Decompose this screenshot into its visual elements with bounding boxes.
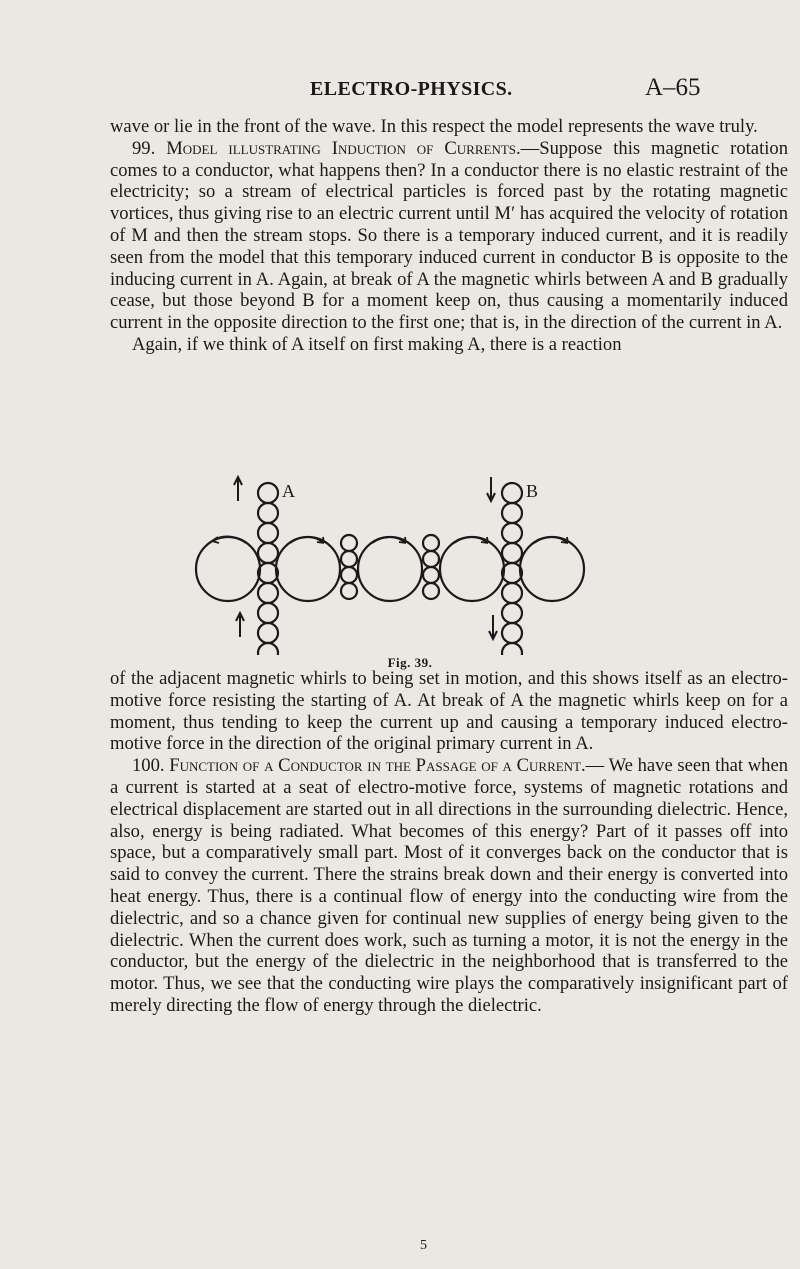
section-100-number: 100. (132, 755, 165, 777)
text-block-upper (110, 116, 788, 356)
running-head-title: ELECTRO-PHYSICS. (310, 78, 513, 100)
label-a: A (282, 481, 295, 501)
section-99-text: —Suppose this magnetic rotation comes to a conductor, what happens then? In a conductor there is no elastic restraint of the electricity; so a stream of electrical particles is forced past by the rotating magnetic vortices, thus giving rise to an electric current until M′ has acquired the velocity of rotation of M and then the stream stops. So there is a temporary induced current, and it is readily seen from the model that this temporary induced current in conductor B is opposite to the inducing current in A. Again, at break of A the magnetic whirls between A and B gradually cease, but those beyond B for a moment keep on, thus causing a momentarily induced current in the opposite direction to the first one; that is, in the direction of the current in A. (110, 137, 788, 334)
figure-caption: Fig. 39. (387, 655, 433, 670)
figure-39 (190, 455, 630, 670)
folio: 5 (420, 1238, 427, 1253)
section-99 (110, 138, 788, 334)
magnetic-whirls (196, 537, 584, 601)
section-100 (110, 755, 788, 1017)
label-b: B (526, 481, 539, 501)
paragraph-again: Again, if we think of A itself on first making A, there is a reaction (132, 333, 622, 355)
section-100-heading: Function of a Conductor in the Passage of a Current. (169, 755, 586, 777)
text-block-lower (110, 668, 788, 1017)
paragraph-continuation-2: of the adjacent magnetic whirls to being set in motion, and this shows itself as an electro-motive force resisting the starting of A. At break of A the magnetic whirls keep on for a moment, thus tending to keep the current up and causing a temporary induced electro-motive force in the direction of the original primary current in A. (110, 668, 788, 755)
page-number: A–65 (645, 74, 701, 101)
paragraph-continuation: wave or lie in the front of the wave. In this respect the model represents the wave truly. (110, 116, 758, 137)
section-99-heading: Model illustrating Induction of Currents. (166, 137, 521, 159)
section-99-number: 99. (132, 137, 156, 159)
running-header (0, 74, 800, 110)
induction-model-diagram (190, 455, 630, 655)
section-100-text: — We have seen that when a current is started at a seat of electro-motive force, systems of magnetic rotations and electrical displacement are started out in all directions in the surrounding dielectric. Hence, also, energy is being radiated. What becomes of this energy? Part of it passes off into space, but a comparatively small part. Most of it converges back on the conductor that is said to convey the current. There the strains break down and their energy is converted into heat energy. Thus, there is a continual flow of energy into the conducting wire from the dielectric, and so a chance given for continual new supplies of energy being given to the dielectric. When the current does work, such as turning a motor, it is not the energy in the conductor, but the energy of the dielectric in the neighborhood that is transferred to the motor. Thus, we see that the conducting wire plays the comparatively insignificant part of merely directing the flow of energy through the dielectric. (110, 755, 788, 1016)
middle-wheel-columns (341, 535, 439, 599)
